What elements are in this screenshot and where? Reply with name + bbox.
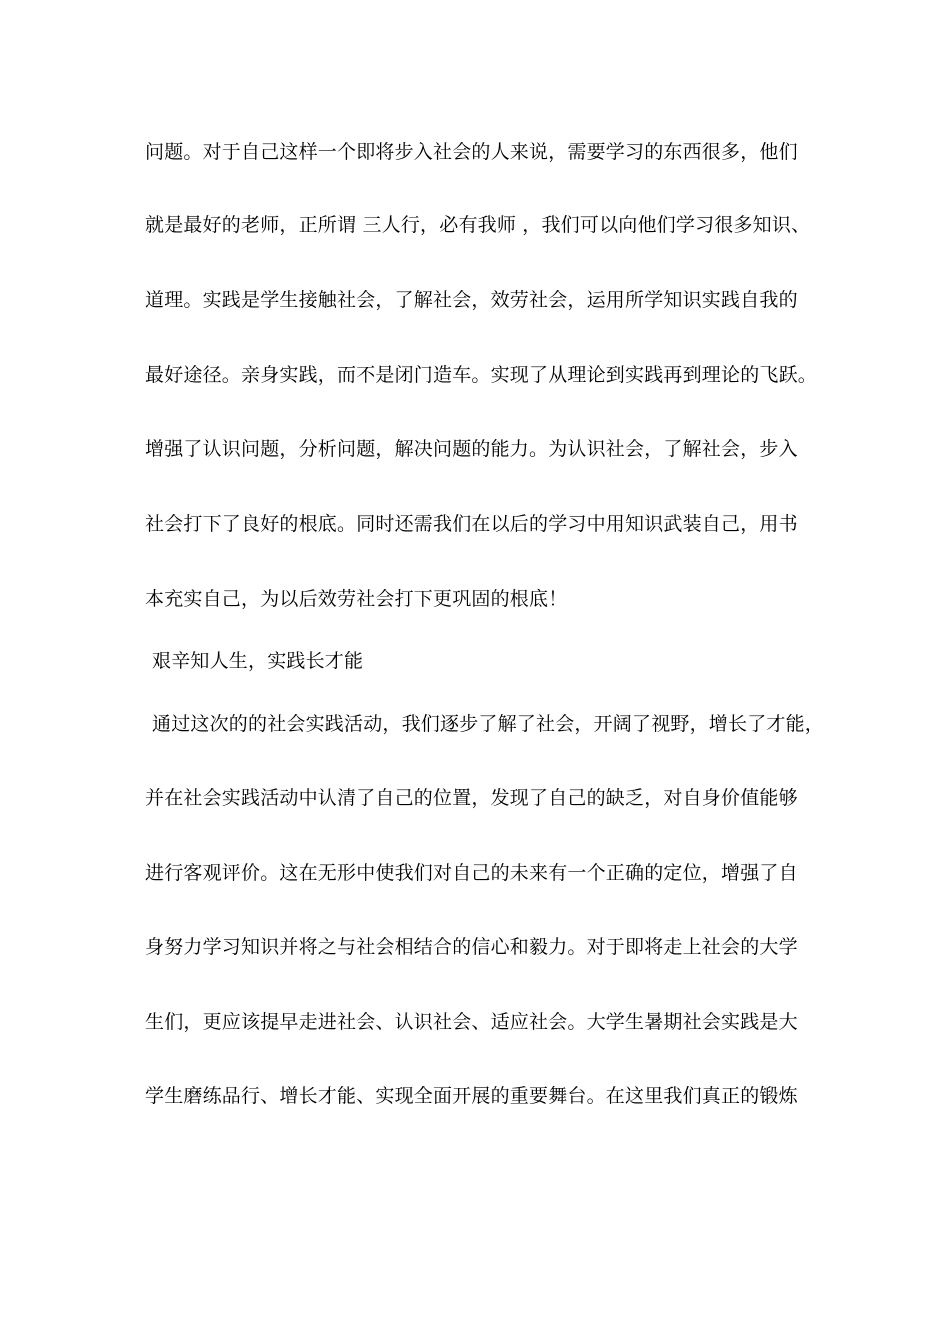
paragraph-line: 社会打下了良好的根底。同时还需我们在以后的学习中用知识武装自己，用书 <box>145 513 798 535</box>
section-heading: 艰辛知人生，实践长才能 <box>152 650 364 672</box>
paragraph-line: 增强了认识问题，分析问题，解决问题的能力。为认识社会，了解社会，步入 <box>145 438 798 460</box>
paragraph-line: 进行客观评价。这在无形中使我们对自己的未来有一个正确的定位，增强了自 <box>145 862 798 884</box>
paragraph-line: 问题。对于自己这样一个即将步入社会的人来说，需要学习的东西很多，他们 <box>145 141 798 163</box>
paragraph-line: 道理。实践是学生接触社会，了解社会，效劳社会，运用所学知识实践自我的 <box>145 289 798 311</box>
paragraph-line: 就是最好的老师，正所谓 三人行，必有我师 ，我们可以向他们学习很多知识、 <box>145 214 811 236</box>
paragraph-line: 学生磨练品行、增长才能、实现全面开展的重要舞台。在这里我们真正的锻炼 <box>145 1085 798 1107</box>
paragraph-line: 并在社会实践活动中认清了自己的位置，发现了自己的缺乏，对自身价值能够 <box>145 787 798 809</box>
paragraph-line: 身努力学习知识并将之与社会相结合的信心和毅力。对于即将走上社会的大学 <box>145 936 798 958</box>
paragraph-line: 最好途径。亲身实践，而不是闭门造车。实现了从理论到实践再到理论的飞跃。 <box>145 364 818 386</box>
paragraph-line: 本充实自己，为以后效劳社会打下更巩固的根底！ <box>145 588 568 610</box>
paragraph-line: 生们，更应该提早走进社会、认识社会、适应社会。大学生暑期社会实践是大 <box>145 1011 798 1033</box>
paragraph-line: 通过这次的的社会实践活动，我们逐步了解了社会，开阔了视野，增长了才能， <box>152 713 825 735</box>
